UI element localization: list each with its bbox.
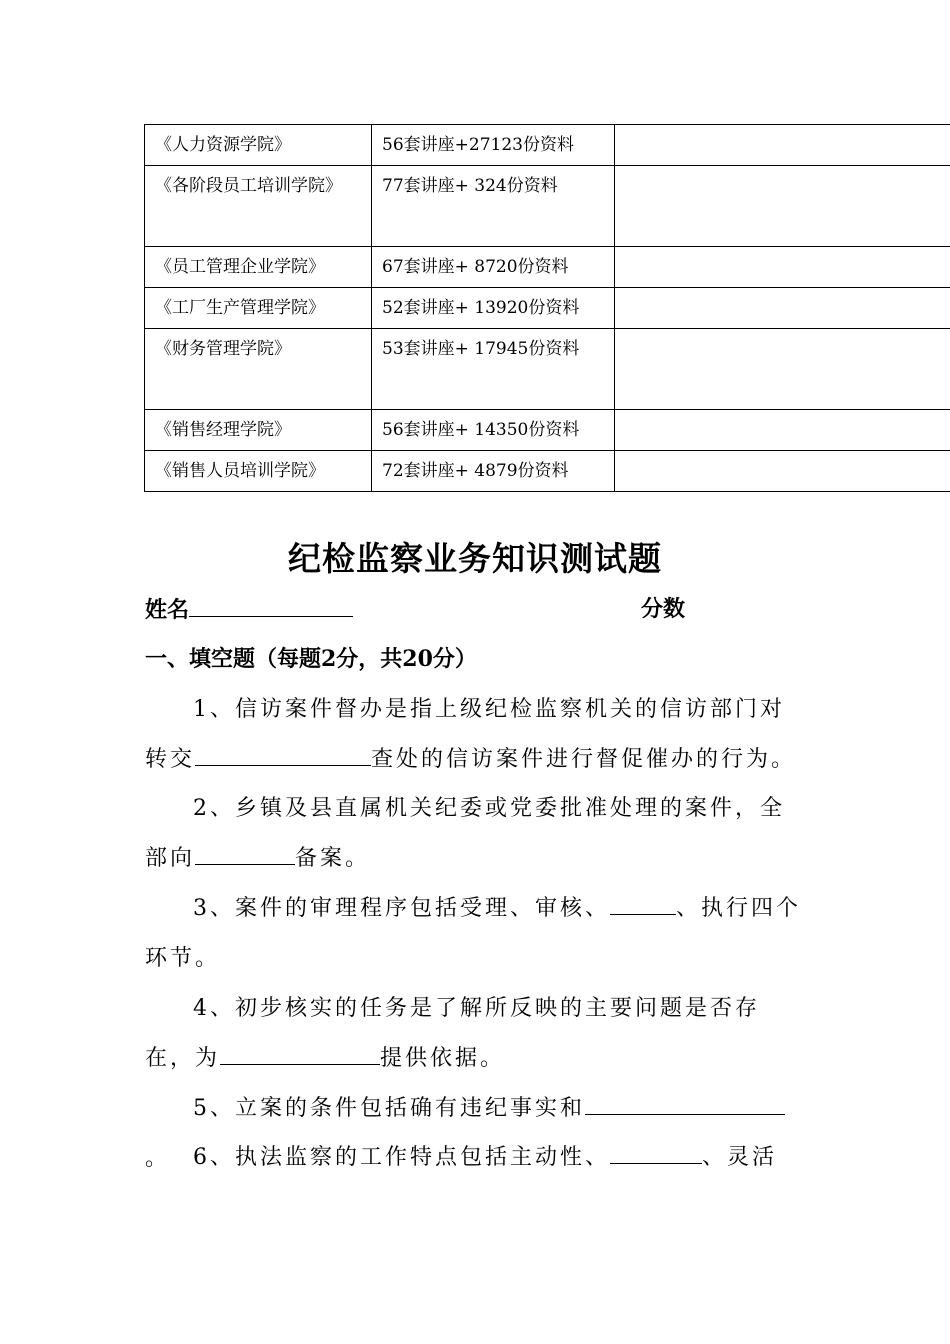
answer-blank[interactable] bbox=[195, 735, 371, 766]
course-cell: 《销售经理学院》 bbox=[145, 410, 372, 451]
name-blank[interactable] bbox=[189, 592, 353, 617]
answer-blank[interactable] bbox=[610, 1133, 702, 1164]
question-text-tail: 。 bbox=[145, 1146, 171, 1171]
question-6 bbox=[145, 1133, 805, 1183]
table-row bbox=[145, 288, 950, 329]
question-text: 5、立案的条件包括确有违纪事实和 bbox=[193, 1096, 585, 1121]
table-row bbox=[145, 410, 950, 451]
note-cell bbox=[615, 125, 950, 166]
course-cell: 《员工管理企业学院》 bbox=[145, 247, 372, 288]
question-text-tail: 、执行四个环节。 bbox=[145, 896, 802, 971]
question-3 bbox=[145, 884, 805, 984]
course-cell: 《销售人员培训学院》 bbox=[145, 451, 372, 492]
content-cell: 67套讲座+ 8720份资料 bbox=[372, 247, 615, 288]
section-heading: 一、填空题（每题2分，共20分） bbox=[145, 646, 477, 672]
table-row bbox=[145, 166, 950, 247]
question-text-tail: 提供依据。 bbox=[380, 1046, 506, 1071]
question-text-tail: 查处的信访案件进行督促催办的行为。 bbox=[371, 747, 797, 772]
question-text: 1、信访案件督办是指上级纪检监察机关的信访部门对转交 bbox=[145, 697, 785, 772]
exam-title: 纪检监察业务知识测试题 bbox=[288, 539, 662, 578]
note-cell bbox=[615, 329, 950, 410]
course-catalog-table bbox=[144, 124, 950, 492]
course-cell: 《工厂生产管理学院》 bbox=[145, 288, 372, 329]
course-cell: 《各阶段员工培训学院》 bbox=[145, 166, 372, 247]
content-cell: 56套讲座+27123份资料 bbox=[372, 125, 615, 166]
question-1 bbox=[145, 685, 805, 785]
answer-blank[interactable] bbox=[585, 1084, 785, 1115]
table-row bbox=[145, 329, 950, 410]
answer-blank[interactable] bbox=[195, 834, 295, 865]
table-row bbox=[145, 247, 950, 288]
question-4 bbox=[145, 984, 805, 1084]
question-text: 4、初步核实的任务是了解所反映的主要问题是否存在，为 bbox=[145, 996, 760, 1071]
content-cell: 53套讲座+ 17945份资料 bbox=[372, 329, 615, 410]
question-text: 3、案件的审理程序包括受理、审核、 bbox=[193, 896, 610, 921]
note-cell bbox=[615, 451, 950, 492]
question-2 bbox=[145, 784, 805, 884]
table-row bbox=[145, 125, 950, 166]
course-cell: 《财务管理学院》 bbox=[145, 329, 372, 410]
course-cell: 《人力资源学院》 bbox=[145, 125, 372, 166]
question-text: 6、执法监察的工作特点包括主动性、 bbox=[193, 1145, 610, 1170]
score-label: 分数 bbox=[641, 596, 686, 622]
question-text: 2、乡镇及县直属机关纪委或党委批准处理的案件，全部向 bbox=[145, 796, 785, 871]
name-field bbox=[145, 592, 353, 627]
note-cell bbox=[615, 288, 950, 329]
table-row bbox=[145, 451, 950, 492]
question-text-tail: 、灵活 bbox=[702, 1145, 778, 1170]
content-cell: 52套讲座+ 13920份资料 bbox=[372, 288, 615, 329]
note-cell bbox=[615, 166, 950, 247]
answer-blank[interactable] bbox=[610, 884, 676, 915]
content-cell: 72套讲座+ 4879份资料 bbox=[372, 451, 615, 492]
name-label: 姓名 bbox=[145, 597, 190, 623]
note-cell bbox=[615, 247, 950, 288]
content-cell: 56套讲座+ 14350份资料 bbox=[372, 410, 615, 451]
content-cell: 77套讲座+ 324份资料 bbox=[372, 166, 615, 247]
note-cell bbox=[615, 410, 950, 451]
question-text-tail: 备案。 bbox=[295, 846, 371, 871]
answer-blank[interactable] bbox=[220, 1034, 380, 1065]
